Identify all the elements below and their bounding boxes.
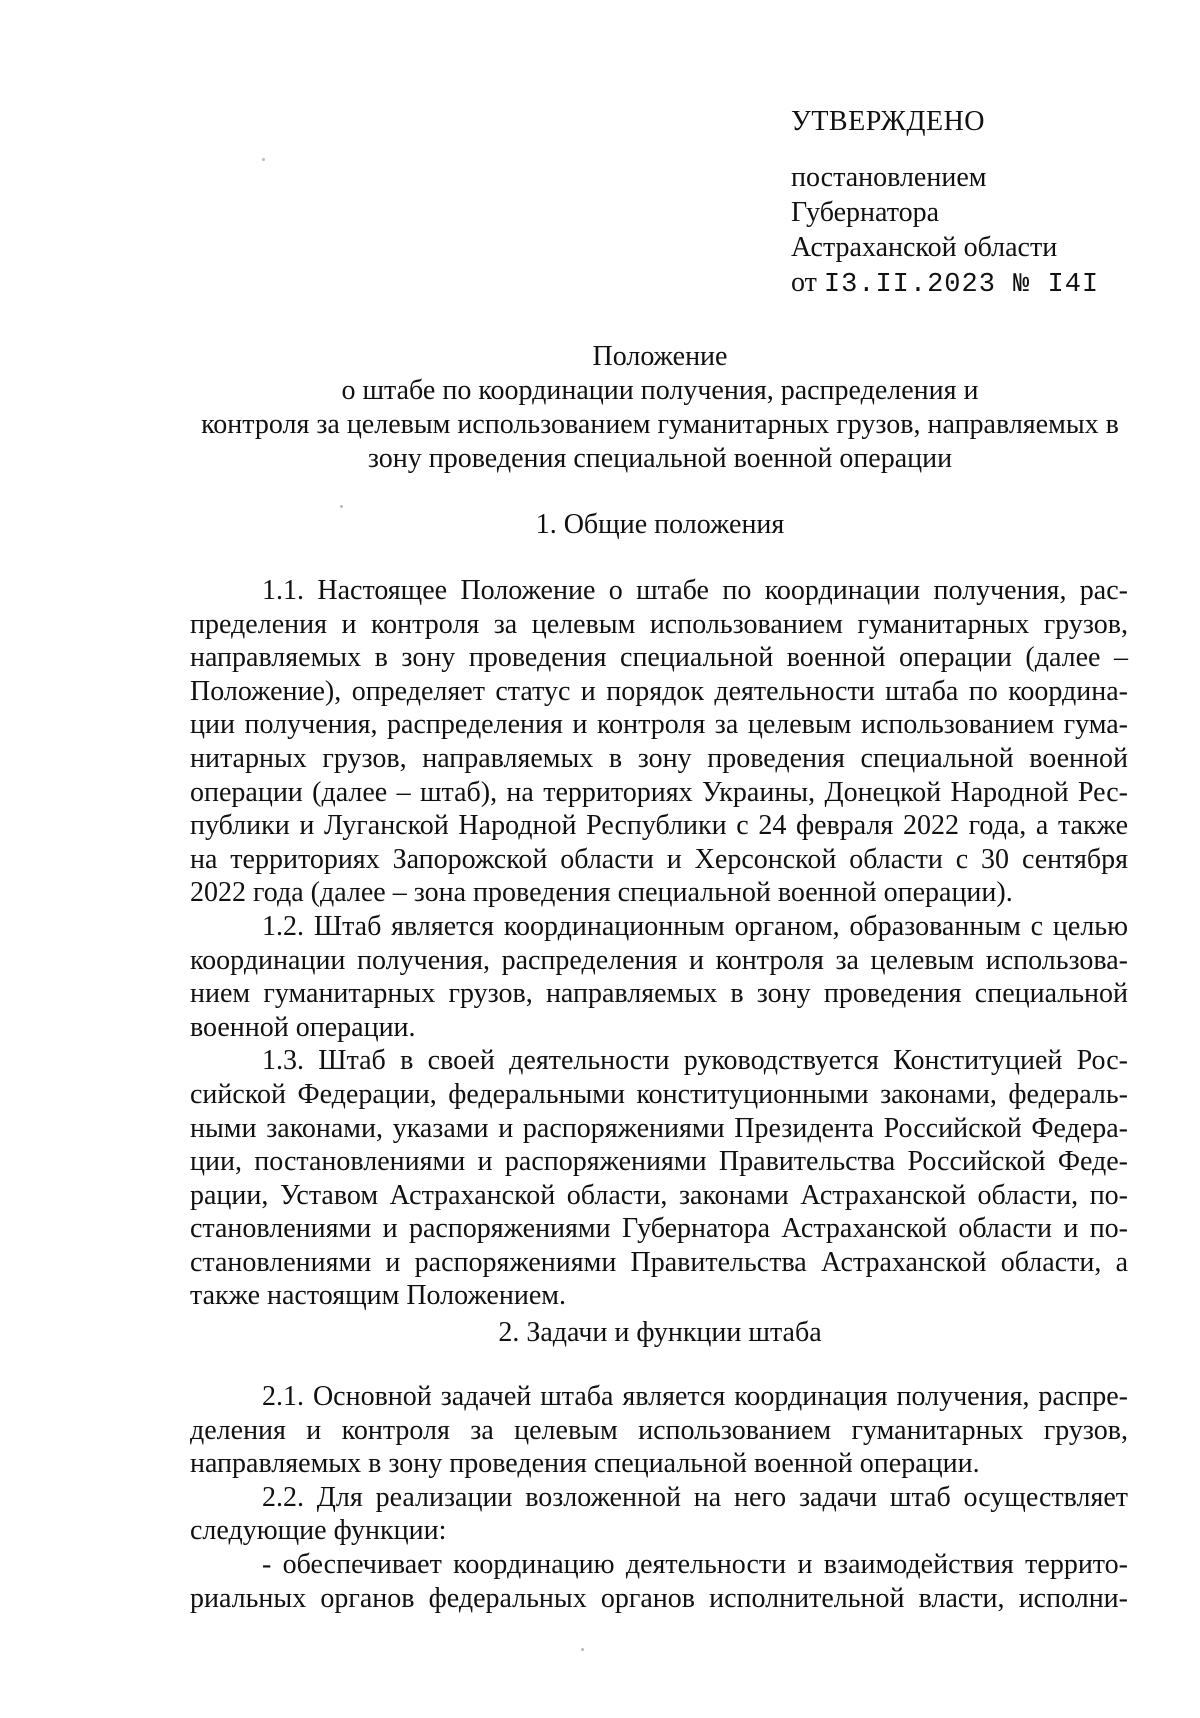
- text-line: становлениями и распоряжениями Правительства Астраханской области, а: [190, 1246, 1128, 1278]
- text-line: - обеспечивает координацию деятельности и взаимодействия террито-: [262, 1548, 1128, 1580]
- text-line: нием гуманитарных грузов, направляемых в зону проведения специальной: [190, 978, 1128, 1010]
- text-line: 1.2. Штаб является координационным органом, образованным с целью: [262, 910, 1128, 942]
- text-line: нитарных грузов, направляемых в зону проведения специальной военной: [190, 742, 1128, 774]
- paragraph: [190, 1481, 1128, 1548]
- section-heading: 2. Задачи и функции штаба: [498, 1317, 822, 1348]
- text-line: ции получения, распределения и контроля за целевым использованием гума-: [190, 709, 1128, 741]
- text-line: ными законами, указами и распоряжениями Президента Российской Федера-: [190, 1112, 1128, 1144]
- text-line: 2.1. Основной задачей штаба является координация получения, распре-: [262, 1381, 1128, 1412]
- approval-heading: УТВЕРЖДЕНО: [791, 106, 986, 137]
- text-line: Положение), определяет статус и порядок деятельности штаба по координа-: [190, 675, 1128, 707]
- approval-line: Астраханской области: [791, 232, 1058, 263]
- paragraph: [190, 1380, 1128, 1481]
- paragraph: [190, 574, 1128, 910]
- text-line: сийской Федерации, федеральными конституционными законами, федераль-: [190, 1078, 1128, 1110]
- approval-block: [791, 104, 1151, 303]
- text-line: направляемых в зону проведения специальной военной операции (далее –: [190, 642, 1128, 674]
- title-line: зону проведения специальной военной операции: [367, 443, 953, 474]
- text-line: операции (далее – штаб), на территориях Украины, Донецкой Народной Рес-: [190, 776, 1128, 808]
- text-line: публики и Луганской Народной Республики с 24 февраля 2022 года, а также: [190, 810, 1128, 842]
- scan-speck: [581, 1648, 584, 1651]
- title-line: о штабе по координации получения, распределения и: [341, 375, 979, 406]
- approval-date-number: I3.II.2023 № I4I: [823, 270, 1100, 300]
- paragraph: [190, 1548, 1128, 1615]
- text-line: 1.3. Штаб в своей деятельности руководствуется Конституцией Рос-: [262, 1045, 1128, 1077]
- text-line: риальных органов федеральных органов исполнительной власти, исполни-: [190, 1582, 1128, 1614]
- text-line: следующие функции:: [190, 1515, 447, 1547]
- approval-line: Губернатора: [791, 197, 940, 228]
- text-line: координации получения, распределения и контроля за целевым использова-: [190, 944, 1128, 976]
- approval-date-line: [791, 265, 1151, 303]
- paragraph: [190, 1044, 1128, 1313]
- text-line: пределения и контроля за целевым использованием гуманитарных грузов,: [190, 608, 1128, 640]
- document-title: [170, 340, 1150, 476]
- text-line: рации, Уставом Астраханской области, законами Астраханской области, по-: [190, 1179, 1128, 1211]
- text-line: направляемых в зону проведения специальной военной операции.: [190, 1448, 980, 1480]
- text-line: становлениями и распоряжениями Губернатора Астраханской области и по-: [190, 1213, 1128, 1245]
- text-line: также настоящим Положением.: [190, 1280, 566, 1312]
- scan-speck: [262, 158, 265, 161]
- text-line: 2022 года (далее – зона проведения специальной военной операции).: [190, 877, 1013, 909]
- text-line: 1.1. Настоящее Положение о штабе по координации получения, рас-: [262, 575, 1128, 606]
- title-line: Положение: [592, 341, 728, 372]
- text-line: деления и контроля за целевым использованием гуманитарных грузов,: [190, 1414, 1128, 1446]
- text-line: военной операции.: [190, 1011, 416, 1043]
- title-line: контроля за целевым использованием гуманитарных грузов, направляемых в: [201, 409, 1119, 440]
- approval-date-prefix: от: [791, 267, 817, 298]
- text-line: ции, постановлениями и распоряжениями Правительства Российской Феде-: [190, 1146, 1128, 1178]
- paragraph: [190, 910, 1128, 1044]
- text-line: 2.2. Для реализации возложенной на него задачи штаб осуществляет: [262, 1481, 1128, 1513]
- section-body: [190, 1380, 1128, 1615]
- section-body: [190, 574, 1128, 1313]
- section-heading: 1. Общие положения: [535, 509, 785, 540]
- approval-line: постановлением: [791, 162, 987, 193]
- text-line: на территориях Запорожской области и Херсонской области с 30 сентября: [190, 843, 1128, 875]
